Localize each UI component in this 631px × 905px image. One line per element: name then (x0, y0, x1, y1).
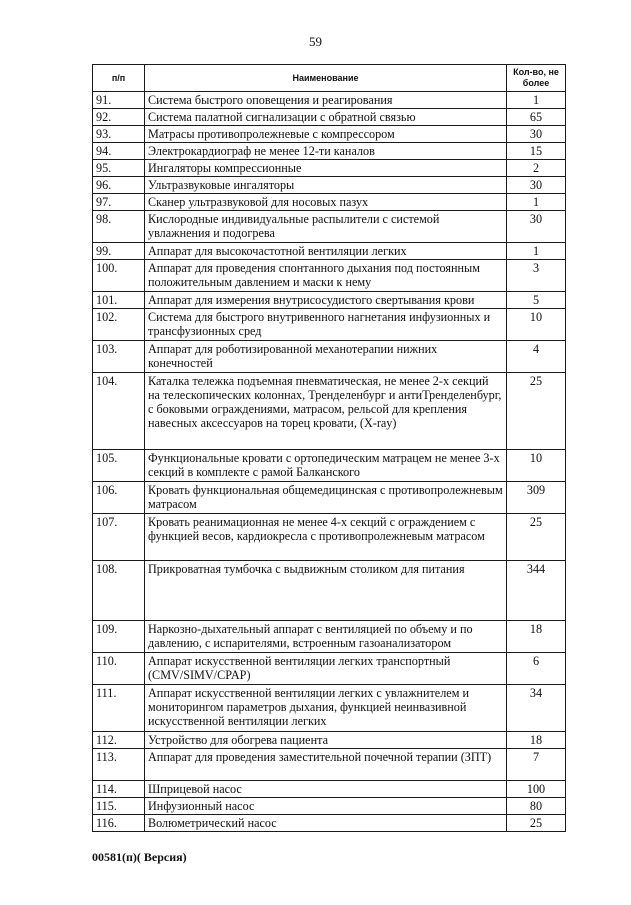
table-row (93, 211, 566, 243)
table-row (93, 749, 566, 781)
row-number: 115. (93, 798, 145, 815)
table-row (93, 621, 566, 653)
row-name: Кровать реанимационная не менее 4-х секций с ограждением с функцией весов, кардиокресла с противопролежневым матрасом (145, 514, 507, 561)
row-number: 114. (93, 781, 145, 798)
row-name: Сканер ультразвуковой для носовых пазух (145, 194, 507, 211)
row-quantity: 309 (507, 482, 566, 514)
row-name: Аппарат искусственной вентиляции легких с увлажнителем и мониторингом параметров дыхания, функцией неинвазивной искусственной вентиляции легких (145, 685, 507, 732)
row-number: 116. (93, 815, 145, 832)
row-quantity: 65 (507, 109, 566, 126)
row-number: 112. (93, 732, 145, 749)
row-quantity: 7 (507, 749, 566, 781)
row-quantity: 25 (507, 815, 566, 832)
row-name: Аппарат искусственной вентиляции легких транспортный (CMV/SIMV/CPAP) (145, 653, 507, 685)
table-row (93, 177, 566, 194)
row-number: 103. (93, 341, 145, 373)
table-row (93, 243, 566, 260)
row-quantity: 18 (507, 732, 566, 749)
row-name: Кислородные индивидуальные распылители с системой увлажнения и подогрева (145, 211, 507, 243)
table-row (93, 653, 566, 685)
row-number: 108. (93, 561, 145, 621)
row-quantity: 25 (507, 514, 566, 561)
row-number: 98. (93, 211, 145, 243)
row-name: Каталка тележка подъемная пневматическая, не менее 2-х секций на телескопических колоннах, Тренделенбург и антиТренделенбург, с боковыми ограждениями, матрасом, рельсой для крепления навесных аксессуаров на торец кровати, (X-ray) (145, 373, 507, 450)
row-number: 92. (93, 109, 145, 126)
header-qty: Кол-во, не более (507, 65, 566, 92)
row-number: 104. (93, 373, 145, 450)
table-row (93, 143, 566, 160)
row-number: 107. (93, 514, 145, 561)
table-row (93, 482, 566, 514)
row-number: 106. (93, 482, 145, 514)
row-quantity: 1 (507, 194, 566, 211)
row-number: 99. (93, 243, 145, 260)
row-name: Прикроватная тумбочка с выдвижным столиком для питания (145, 561, 507, 621)
table-row (93, 92, 566, 109)
row-name: Матрасы противопролежневые с компрессором (145, 126, 507, 143)
row-name: Система палатной сигнализации с обратной связью (145, 109, 507, 126)
table-row (93, 194, 566, 211)
row-number: 101. (93, 292, 145, 309)
row-name: Устройство для обогрева пациента (145, 732, 507, 749)
row-number: 96. (93, 177, 145, 194)
row-number: 95. (93, 160, 145, 177)
table-row (93, 373, 566, 450)
row-quantity: 10 (507, 450, 566, 482)
row-name: Система быстрого оповещения и реагирования (145, 92, 507, 109)
table-body (93, 92, 566, 832)
row-quantity: 1 (507, 243, 566, 260)
page-number: 59 (309, 34, 322, 49)
header-name: Наименование (145, 65, 507, 92)
row-name: Аппарат для высокочастотной вентиляции легких (145, 243, 507, 260)
row-quantity: 4 (507, 341, 566, 373)
equipment-table (92, 64, 566, 832)
row-number: 111. (93, 685, 145, 732)
table-header-row (93, 65, 566, 92)
row-quantity: 3 (507, 260, 566, 292)
row-number: 105. (93, 450, 145, 482)
row-quantity: 10 (507, 309, 566, 341)
table-row (93, 292, 566, 309)
row-name: Ингаляторы компрессионные (145, 160, 507, 177)
table-row (93, 781, 566, 798)
row-quantity: 18 (507, 621, 566, 653)
row-name: Аппарат для проведения заместительной почечной терапии (ЗПТ) (145, 749, 507, 781)
row-quantity: 15 (507, 143, 566, 160)
table-row (93, 260, 566, 292)
row-quantity: 100 (507, 781, 566, 798)
table-row (93, 798, 566, 815)
row-number: 100. (93, 260, 145, 292)
row-name: Аппарат для роботизированной механотерапии нижних конечностей (145, 341, 507, 373)
table-row (93, 561, 566, 621)
row-number: 94. (93, 143, 145, 160)
row-quantity: 1 (507, 92, 566, 109)
table-row (93, 685, 566, 732)
row-name: Функциональные кровати с ортопедическим матрацем не менее 3-х секций в комплекте с рамой Балканского (145, 450, 507, 482)
row-number: 91. (93, 92, 145, 109)
row-name: Аппарат для измерения внутрисосудистого свертывания крови (145, 292, 507, 309)
row-name: Кровать функциональная общемедицинская с противопролежневым матрасом (145, 482, 507, 514)
row-quantity: 6 (507, 653, 566, 685)
row-name: Шприцевой насос (145, 781, 507, 798)
document-footer: 00581(п)( Версия) (92, 850, 187, 864)
row-number: 109. (93, 621, 145, 653)
header-num: п/п (93, 65, 145, 92)
row-quantity: 30 (507, 177, 566, 194)
row-name: Инфузионный насос (145, 798, 507, 815)
row-name: Ультразвуковые ингаляторы (145, 177, 507, 194)
table-row (93, 341, 566, 373)
row-quantity: 344 (507, 561, 566, 621)
table-row (93, 160, 566, 177)
table-row (93, 126, 566, 143)
row-name: Система для быстрого внутривенного нагнетания инфузионных и трансфузионных сред (145, 309, 507, 341)
row-name: Волюметрический насос (145, 815, 507, 832)
row-quantity: 80 (507, 798, 566, 815)
row-quantity: 2 (507, 160, 566, 177)
row-number: 93. (93, 126, 145, 143)
row-name: Аппарат для проведения спонтанного дыхания под постоянным положительным давлением и маски к нему (145, 260, 507, 292)
table-row (93, 732, 566, 749)
table-row (93, 309, 566, 341)
table-row (93, 109, 566, 126)
table-row (93, 450, 566, 482)
table-row (93, 514, 566, 561)
row-quantity: 25 (507, 373, 566, 450)
row-quantity: 5 (507, 292, 566, 309)
row-number: 97. (93, 194, 145, 211)
row-number: 113. (93, 749, 145, 781)
row-number: 110. (93, 653, 145, 685)
row-quantity: 34 (507, 685, 566, 732)
row-quantity: 30 (507, 126, 566, 143)
row-name: Электрокардиограф не менее 12-ти каналов (145, 143, 507, 160)
row-number: 102. (93, 309, 145, 341)
row-quantity: 30 (507, 211, 566, 243)
table-row (93, 815, 566, 832)
row-name: Наркозно-дыхательный аппарат с вентиляцией по объему и по давлению, с испарителями, встроенным газоанализатором (145, 621, 507, 653)
